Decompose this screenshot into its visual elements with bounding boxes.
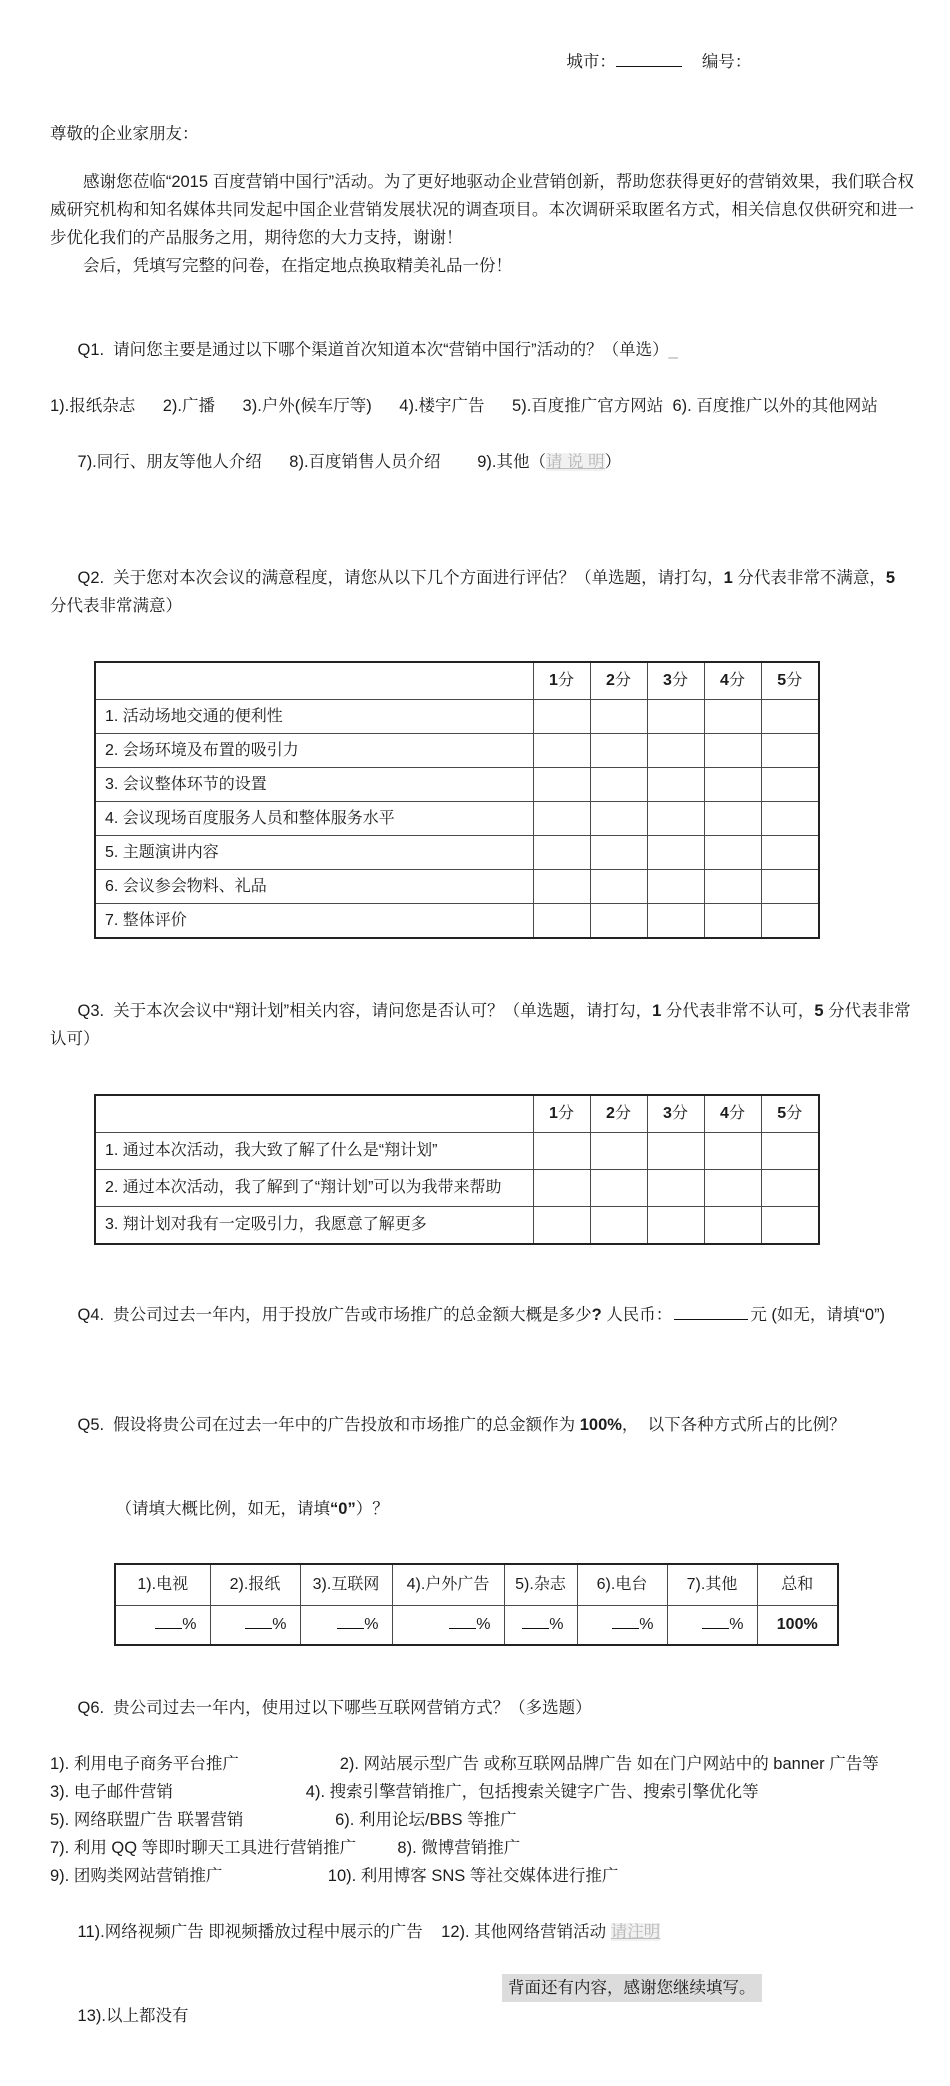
score-cell[interactable] bbox=[533, 734, 590, 768]
q6-title-text: 贵公司过去一年内，使用过以下哪些互联网营销方式？（多选题） bbox=[113, 1699, 592, 1717]
score-cell[interactable] bbox=[704, 836, 761, 870]
percent-blank-field[interactable] bbox=[449, 1615, 476, 1629]
score-cell[interactable] bbox=[533, 768, 590, 802]
percent-cell[interactable]: % bbox=[115, 1606, 210, 1646]
score-cell[interactable] bbox=[533, 904, 590, 939]
score-cell[interactable] bbox=[761, 1207, 819, 1245]
q2-table-row bbox=[95, 870, 819, 904]
q5-title-segment: 假设将贵公司在过去一年中的广告投放和市场推广的总金额作为 bbox=[113, 1416, 580, 1434]
q2-title-segment: 分代表非常满意） bbox=[50, 569, 900, 615]
score-cell[interactable] bbox=[647, 870, 704, 904]
score-cell[interactable] bbox=[761, 870, 819, 904]
q5-title bbox=[50, 1383, 912, 1467]
score-cell[interactable] bbox=[761, 904, 819, 939]
q2-table-row bbox=[95, 700, 819, 734]
score-header-4: 4分 bbox=[704, 662, 761, 700]
percent-cell[interactable]: % bbox=[667, 1606, 757, 1646]
q4-section bbox=[50, 1273, 912, 1357]
criteria-header-cell bbox=[95, 1095, 533, 1133]
score-cell[interactable] bbox=[590, 904, 647, 939]
score-cell[interactable] bbox=[647, 734, 704, 768]
total-percent-cell: 100% bbox=[757, 1606, 838, 1646]
q5-column-header-total: 总和 bbox=[757, 1564, 838, 1606]
q1-number: Q1. bbox=[77, 341, 105, 359]
score-cell[interactable] bbox=[704, 1133, 761, 1170]
score-cell[interactable] bbox=[533, 1207, 590, 1245]
score-cell[interactable] bbox=[647, 1133, 704, 1170]
score-cell[interactable] bbox=[704, 1170, 761, 1207]
score-cell[interactable] bbox=[590, 1207, 647, 1245]
criteria-label: 5. 主题演讲内容 bbox=[95, 836, 533, 870]
q2-table-row bbox=[95, 768, 819, 802]
q6-final-row bbox=[50, 1974, 912, 2086]
q1-options-line-1: 1).报纸杂志 2).广播 3).户外(候车厅等) 4).楼宇广告 5).百度推广官方网站 6). 百度推广以外的其他网站 bbox=[50, 397, 878, 415]
score-cell[interactable] bbox=[761, 700, 819, 734]
q3-title-bold-5: 5 bbox=[814, 1002, 824, 1020]
q1-title bbox=[50, 308, 912, 392]
score-header-5: 5分 bbox=[761, 662, 819, 700]
percent-blank-field[interactable] bbox=[155, 1615, 182, 1629]
percent-cell[interactable]: % bbox=[392, 1606, 504, 1646]
q2-table-row bbox=[95, 734, 819, 768]
criteria-label: 4. 会议现场百度服务人员和整体服务水平 bbox=[95, 802, 533, 836]
score-cell[interactable] bbox=[647, 836, 704, 870]
q5-column-header: 1).电视 bbox=[115, 1564, 210, 1606]
score-header-3: 3分 bbox=[647, 662, 704, 700]
q3-table-row bbox=[95, 1170, 819, 1207]
q3-title-segment: 分代表非常不认可， bbox=[661, 1002, 815, 1020]
q1-title-mark: _ bbox=[668, 341, 678, 359]
criteria-label: 6. 会议参会物料、礼品 bbox=[95, 870, 533, 904]
q5-subtitle-segment: ）？ bbox=[355, 1500, 389, 1518]
score-cell[interactable] bbox=[533, 1170, 590, 1207]
q2-table-row bbox=[95, 904, 819, 939]
q2-header-row bbox=[95, 662, 819, 700]
q5-column-header: 5).杂志 bbox=[504, 1564, 577, 1606]
criteria-label: 7. 整体评价 bbox=[95, 904, 533, 939]
q5-header-row bbox=[115, 1564, 838, 1606]
percent-cell[interactable]: % bbox=[210, 1606, 300, 1646]
score-cell[interactable] bbox=[590, 1133, 647, 1170]
q5-column-header: 4).户外广告 bbox=[392, 1564, 504, 1606]
q1-title-text: 请问您主要是通过以下哪个渠道首次知道本次“营销中国行”活动的？（单选） bbox=[113, 341, 669, 359]
score-cell[interactable] bbox=[533, 870, 590, 904]
q5-budget-split-table bbox=[114, 1563, 839, 1646]
q5-column-header: 7).其他 bbox=[667, 1564, 757, 1606]
criteria-label: 2. 会场环境及布置的吸引力 bbox=[95, 734, 533, 768]
q5-column-header: 6).电台 bbox=[577, 1564, 667, 1606]
q3-title-bold-1: 1 bbox=[652, 1002, 662, 1020]
q3-section bbox=[50, 969, 912, 1245]
score-cell[interactable] bbox=[590, 700, 647, 734]
q5-value-row bbox=[115, 1606, 838, 1646]
city-label: 城市： bbox=[566, 53, 616, 71]
q2-table-row bbox=[95, 802, 819, 836]
score-cell[interactable] bbox=[761, 802, 819, 836]
q1-options-line-2 bbox=[50, 420, 912, 504]
q3-header-row bbox=[95, 1095, 819, 1133]
score-cell[interactable] bbox=[761, 836, 819, 870]
q3-table-row bbox=[95, 1133, 819, 1170]
continue-on-back-note: 背面还有内容，感谢您继续填写。 bbox=[502, 1974, 762, 2002]
q5-title-segment: ， 以下各种方式所占的比例？ bbox=[621, 1416, 846, 1434]
score-cell[interactable] bbox=[704, 700, 761, 734]
q3-title bbox=[50, 969, 912, 1081]
score-cell[interactable] bbox=[761, 1133, 819, 1170]
score-cell[interactable] bbox=[533, 700, 590, 734]
score-cell[interactable] bbox=[533, 836, 590, 870]
score-header-1: 1分 bbox=[533, 662, 590, 700]
score-cell[interactable] bbox=[647, 904, 704, 939]
score-cell[interactable] bbox=[533, 802, 590, 836]
q2-title-bold-1: 1 bbox=[723, 569, 733, 587]
q2-section bbox=[50, 536, 912, 939]
q5-subtitle bbox=[88, 1467, 912, 1551]
q6-title bbox=[50, 1666, 912, 1750]
q2-table-row bbox=[95, 836, 819, 870]
q2-rating-table bbox=[94, 661, 820, 939]
score-cell[interactable] bbox=[590, 802, 647, 836]
q5-subtitle-segment: （请填大概比例，如无，请填 bbox=[115, 1500, 331, 1518]
q5-title-bold-100: 100% bbox=[579, 1416, 622, 1434]
q4-title bbox=[50, 1273, 912, 1357]
q2-title-segment: 关于您对本次会议的满意程度，请您从以下几个方面进行评估？（单选题，请打勾， bbox=[113, 569, 724, 587]
percent-blank-field[interactable] bbox=[612, 1615, 639, 1629]
percent-blank-field[interactable] bbox=[702, 1615, 729, 1629]
q2-title-segment: 分代表非常不满意， bbox=[732, 569, 886, 587]
q3-table-row bbox=[95, 1207, 819, 1245]
q5-section bbox=[50, 1383, 912, 1646]
percent-cell[interactable]: % bbox=[300, 1606, 392, 1646]
q4-unit-note: 元 (如无，请填“0”) bbox=[750, 1306, 886, 1324]
percent-cell[interactable]: % bbox=[577, 1606, 667, 1646]
q3-title-segment: 分代表非常认可） bbox=[50, 1002, 911, 1048]
q6-options-line: 3). 电子邮件营销 4). 搜索引擎营销推广，包括搜索关键字广告、搜索引擎优化等 bbox=[50, 1783, 759, 1801]
criteria-label: 3. 翔计划对我有一定吸引力，我愿意了解更多 bbox=[95, 1207, 533, 1245]
q1-options-line-2-text: 7).同行、朋友等他人介绍 8).百度销售人员介绍 9).其他（ bbox=[77, 453, 546, 471]
q6-section bbox=[50, 1666, 912, 2086]
percent-blank-field[interactable] bbox=[337, 1615, 364, 1629]
intro-paragraph-2: 会后，凭填写完整的问卷，在指定地点换取精美礼品一份！ bbox=[83, 257, 512, 275]
q4-amount-blank-field[interactable] bbox=[674, 1304, 748, 1320]
score-header-4: 4分 bbox=[704, 1095, 761, 1133]
page-header bbox=[548, 20, 912, 104]
score-cell[interactable] bbox=[647, 1170, 704, 1207]
score-header-1: 1分 bbox=[533, 1095, 590, 1133]
score-cell[interactable] bbox=[761, 734, 819, 768]
q1-options-line-2-close: ） bbox=[604, 453, 622, 471]
percent-blank-field[interactable] bbox=[245, 1615, 272, 1629]
score-header-3: 3分 bbox=[647, 1095, 704, 1133]
criteria-label: 1. 活动场地交通的便利性 bbox=[95, 700, 533, 734]
score-cell[interactable] bbox=[533, 1133, 590, 1170]
q5-column-header: 2).报纸 bbox=[210, 1564, 300, 1606]
code-label: 编号： bbox=[701, 53, 752, 71]
criteria-label: 3. 会议整体环节的设置 bbox=[95, 768, 533, 802]
q3-title-segment: 关于本次会议中“翔计划”相关内容，请问您是否认可？（单选题，请打勾， bbox=[113, 1002, 653, 1020]
percent-cell[interactable]: % bbox=[504, 1606, 577, 1646]
q2-number: Q2. bbox=[77, 569, 105, 587]
q3-number: Q3. bbox=[77, 1002, 105, 1020]
city-blank-field[interactable] bbox=[616, 51, 682, 67]
q4-number: Q4. bbox=[77, 1306, 105, 1324]
score-cell[interactable] bbox=[704, 904, 761, 939]
criteria-header-cell bbox=[95, 662, 533, 700]
q1-other-specify-placeholder[interactable]: 请 说 明 bbox=[545, 453, 605, 471]
score-cell[interactable] bbox=[647, 1207, 704, 1245]
score-cell[interactable] bbox=[704, 734, 761, 768]
q1-section bbox=[50, 308, 912, 504]
score-cell[interactable] bbox=[590, 870, 647, 904]
q4-question-mark: ? bbox=[591, 1306, 602, 1324]
score-cell[interactable] bbox=[761, 1170, 819, 1207]
q6-options-line: 7). 利用 QQ 等即时聊天工具进行营销推广 8). 微博营销推广 bbox=[50, 1839, 521, 1857]
q6-options-line: 1). 利用电子商务平台推广 2). 网站展示型广告 或称互联网品牌广告 如在门户网站中的 banner 广告等 bbox=[50, 1755, 879, 1773]
score-cell[interactable] bbox=[704, 1207, 761, 1245]
criteria-label: 2. 通过本次活动，我了解到了“翔计划”可以为我带来帮助 bbox=[95, 1170, 533, 1207]
intro-paragraph-1: 感谢您莅临“2015 百度营销中国行”活动。为了更好地驱动企业营销创新，帮助您获得更好的营销效果，我们联合权威研究机构和知名媒体共同发起中国企业营销发展状况的调查项目。本次调研采取匿名方式，相关信息仅供研究和进一步优化我们的产品服务之用，期待您的大力支持，谢谢！ bbox=[50, 173, 914, 247]
score-header-5: 5分 bbox=[761, 1095, 819, 1133]
greeting: 尊敬的企业家朋友： bbox=[50, 125, 199, 143]
q2-title-bold-5: 5 bbox=[885, 569, 896, 587]
q4-text: 贵公司过去一年内，用于投放广告或市场推广的总金额大概是多少 bbox=[113, 1306, 592, 1324]
score-cell[interactable] bbox=[647, 802, 704, 836]
q6-options-line: 5). 网络联盟广告 联署营销 6). 利用论坛/BBS 等推广 bbox=[50, 1811, 517, 1829]
q6-options-line-11-12 bbox=[50, 1890, 912, 1974]
score-cell[interactable] bbox=[647, 700, 704, 734]
q5-column-header: 3).互联网 bbox=[300, 1564, 392, 1606]
score-header-2: 2分 bbox=[590, 662, 647, 700]
q4-currency-label: 人民币： bbox=[601, 1306, 673, 1324]
score-cell[interactable] bbox=[590, 768, 647, 802]
score-cell[interactable] bbox=[761, 768, 819, 802]
score-cell[interactable] bbox=[590, 1170, 647, 1207]
score-header-2: 2分 bbox=[590, 1095, 647, 1133]
q6-number: Q6. bbox=[77, 1699, 105, 1717]
q6-options-line: 9). 团购类网站营销推广 10). 利用博客 SNS 等社交媒体进行推广 bbox=[50, 1867, 619, 1885]
criteria-label: 1. 通过本次活动，我大致了解了什么是“翔计划” bbox=[95, 1133, 533, 1170]
score-cell[interactable] bbox=[590, 836, 647, 870]
score-cell[interactable] bbox=[704, 802, 761, 836]
q6-options-line-text: 11).网络视频广告 即视频播放过程中展示的广告 12). 其他网络营销活动 bbox=[77, 1923, 611, 1941]
q5-number: Q5. bbox=[77, 1416, 105, 1434]
q5-subtitle-bold-0: “0” bbox=[330, 1500, 356, 1518]
score-cell[interactable] bbox=[647, 768, 704, 802]
q2-title bbox=[50, 536, 912, 648]
percent-blank-field[interactable] bbox=[522, 1615, 549, 1629]
q6-other-specify-placeholder[interactable]: 请注明 bbox=[610, 1923, 661, 1941]
score-cell[interactable] bbox=[704, 870, 761, 904]
q6-option-13: 13).以上都没有 bbox=[77, 2007, 189, 2025]
q3-rating-table bbox=[94, 1094, 820, 1245]
score-cell[interactable] bbox=[590, 734, 647, 768]
score-cell[interactable] bbox=[704, 768, 761, 802]
